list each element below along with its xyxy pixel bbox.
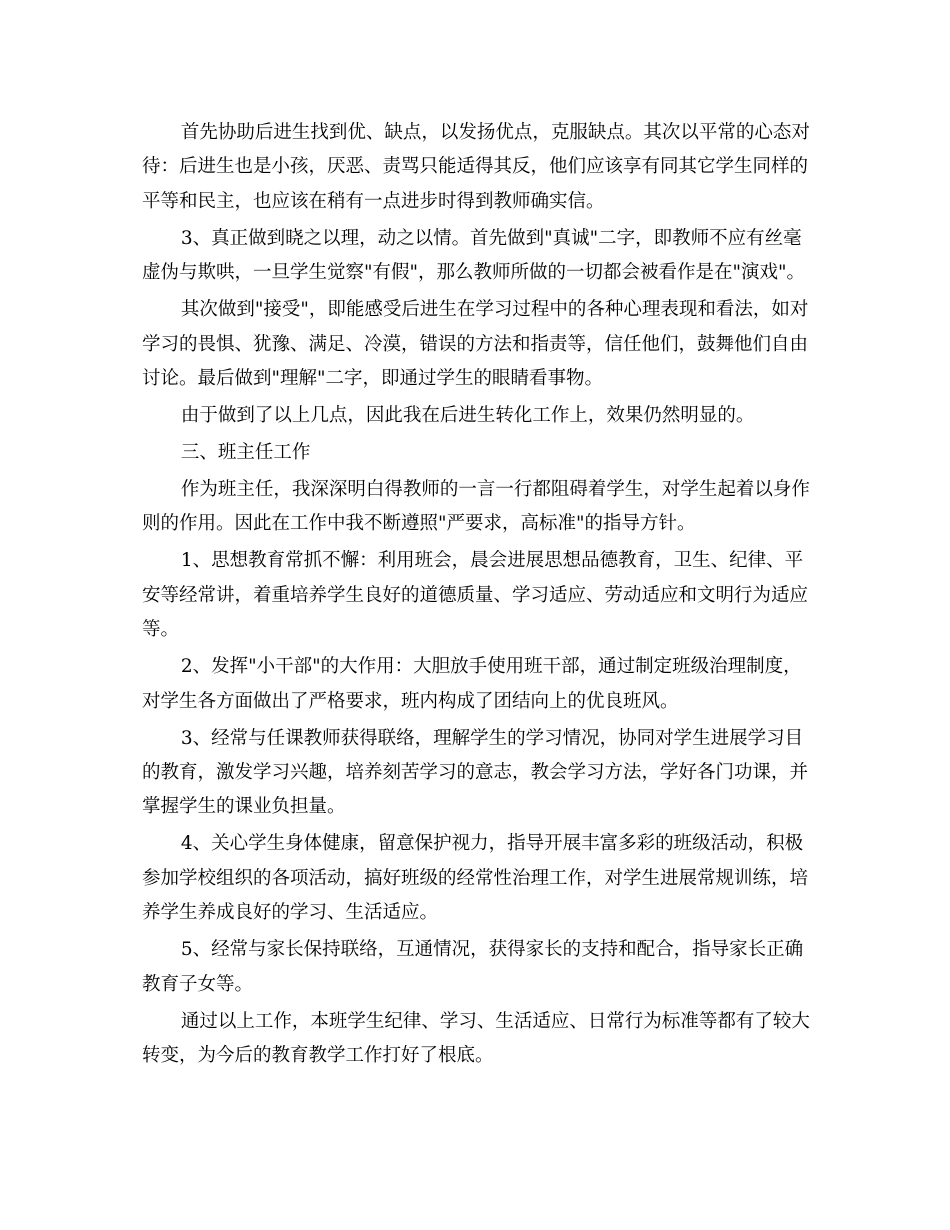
paragraph-7: 1、思想教育常抓不懈：利用班会，晨会进展思想品德教育，卫生、纪律、平安等经常讲，着重培养学生良好的道德质量、学习适应、劳动适应和文明行为适应等。 (142, 550, 809, 641)
paragraph-2: 3、真正做到晓之以理，动之以情。首先做到"真诚"二字，即教师不应有丝毫虚伪与欺哄，一旦学生觉察"有假"，那么教师所做的一切都会被看作是在"演戏"。 (142, 227, 806, 284)
paragraph-1: 首先协助后进生找到优、缺点，以发扬优点，克服缺点。其次以平常的心态对待：后进生也是小孩，厌恶、责骂只能适得其反，他们应该享有同其它学生同样的平等和民主，也应该在稍有一点进步时得到教师确实信。 (142, 122, 810, 212)
paragraph-10: 4、关心学生身体健康，留意保护视力，指导开展丰富多彩的班级活动，积极参加学校组织的各项活动，搞好班级的经常性治理工作，对学生进展常规训练，培养学生养成良好的学习、生活适应。 (142, 833, 809, 924)
paragraph-8: 2、发挥"小干部"的大作用：大胆放手使用班干部，通过制定班级治理制度，对学生各方面做出了严格要求，班内构成了团结向上的优良班风。 (142, 656, 802, 712)
paragraph-4: 由于做到了以上几点，因此我在后进生转化工作上，效果仍然明显的。 (180, 405, 755, 427)
paragraph-9: 3、经常与任课教师获得联络，理解学生的学习情况，协同对学生进展学习目的教育，激发学习兴趣，培养刻苦学习的意志，教会学习方法，学好各门功课，并掌握学生的课业负担量。 (142, 727, 809, 818)
paragraph-12: 通过以上工作，本班学生纪律、学习、生活适应、日常行为标准等都有了较大转变，为今后的教育教学工作打好了根底。 (142, 1010, 810, 1067)
paragraph-6: 作为班主任，我深深明白得教师的一言一行都阻碍着学生，对学生起着以身作则的作用。因此在工作中我不断遵照"严要求，高标准"的指导方针。 (142, 479, 810, 535)
paragraph-11: 5、经常与家长保持联络，互通情况，获得家长的支持和配合，指导家长正确教育子女等。 (142, 939, 804, 995)
section-heading: 三、班主任工作 (180, 442, 311, 464)
paragraph-3: 其次做到"接受"，即能感受后进生在学习过程中的各种心理表现和看法，如对学习的畏惧、犹豫、满足、冷漠，错误的方法和指责等，信任他们，鼓舞他们自由讨论。最后做到"理解"二字，即通过学生的眼睛看事物。 (142, 299, 809, 390)
document-body (142, 116, 810, 1076)
